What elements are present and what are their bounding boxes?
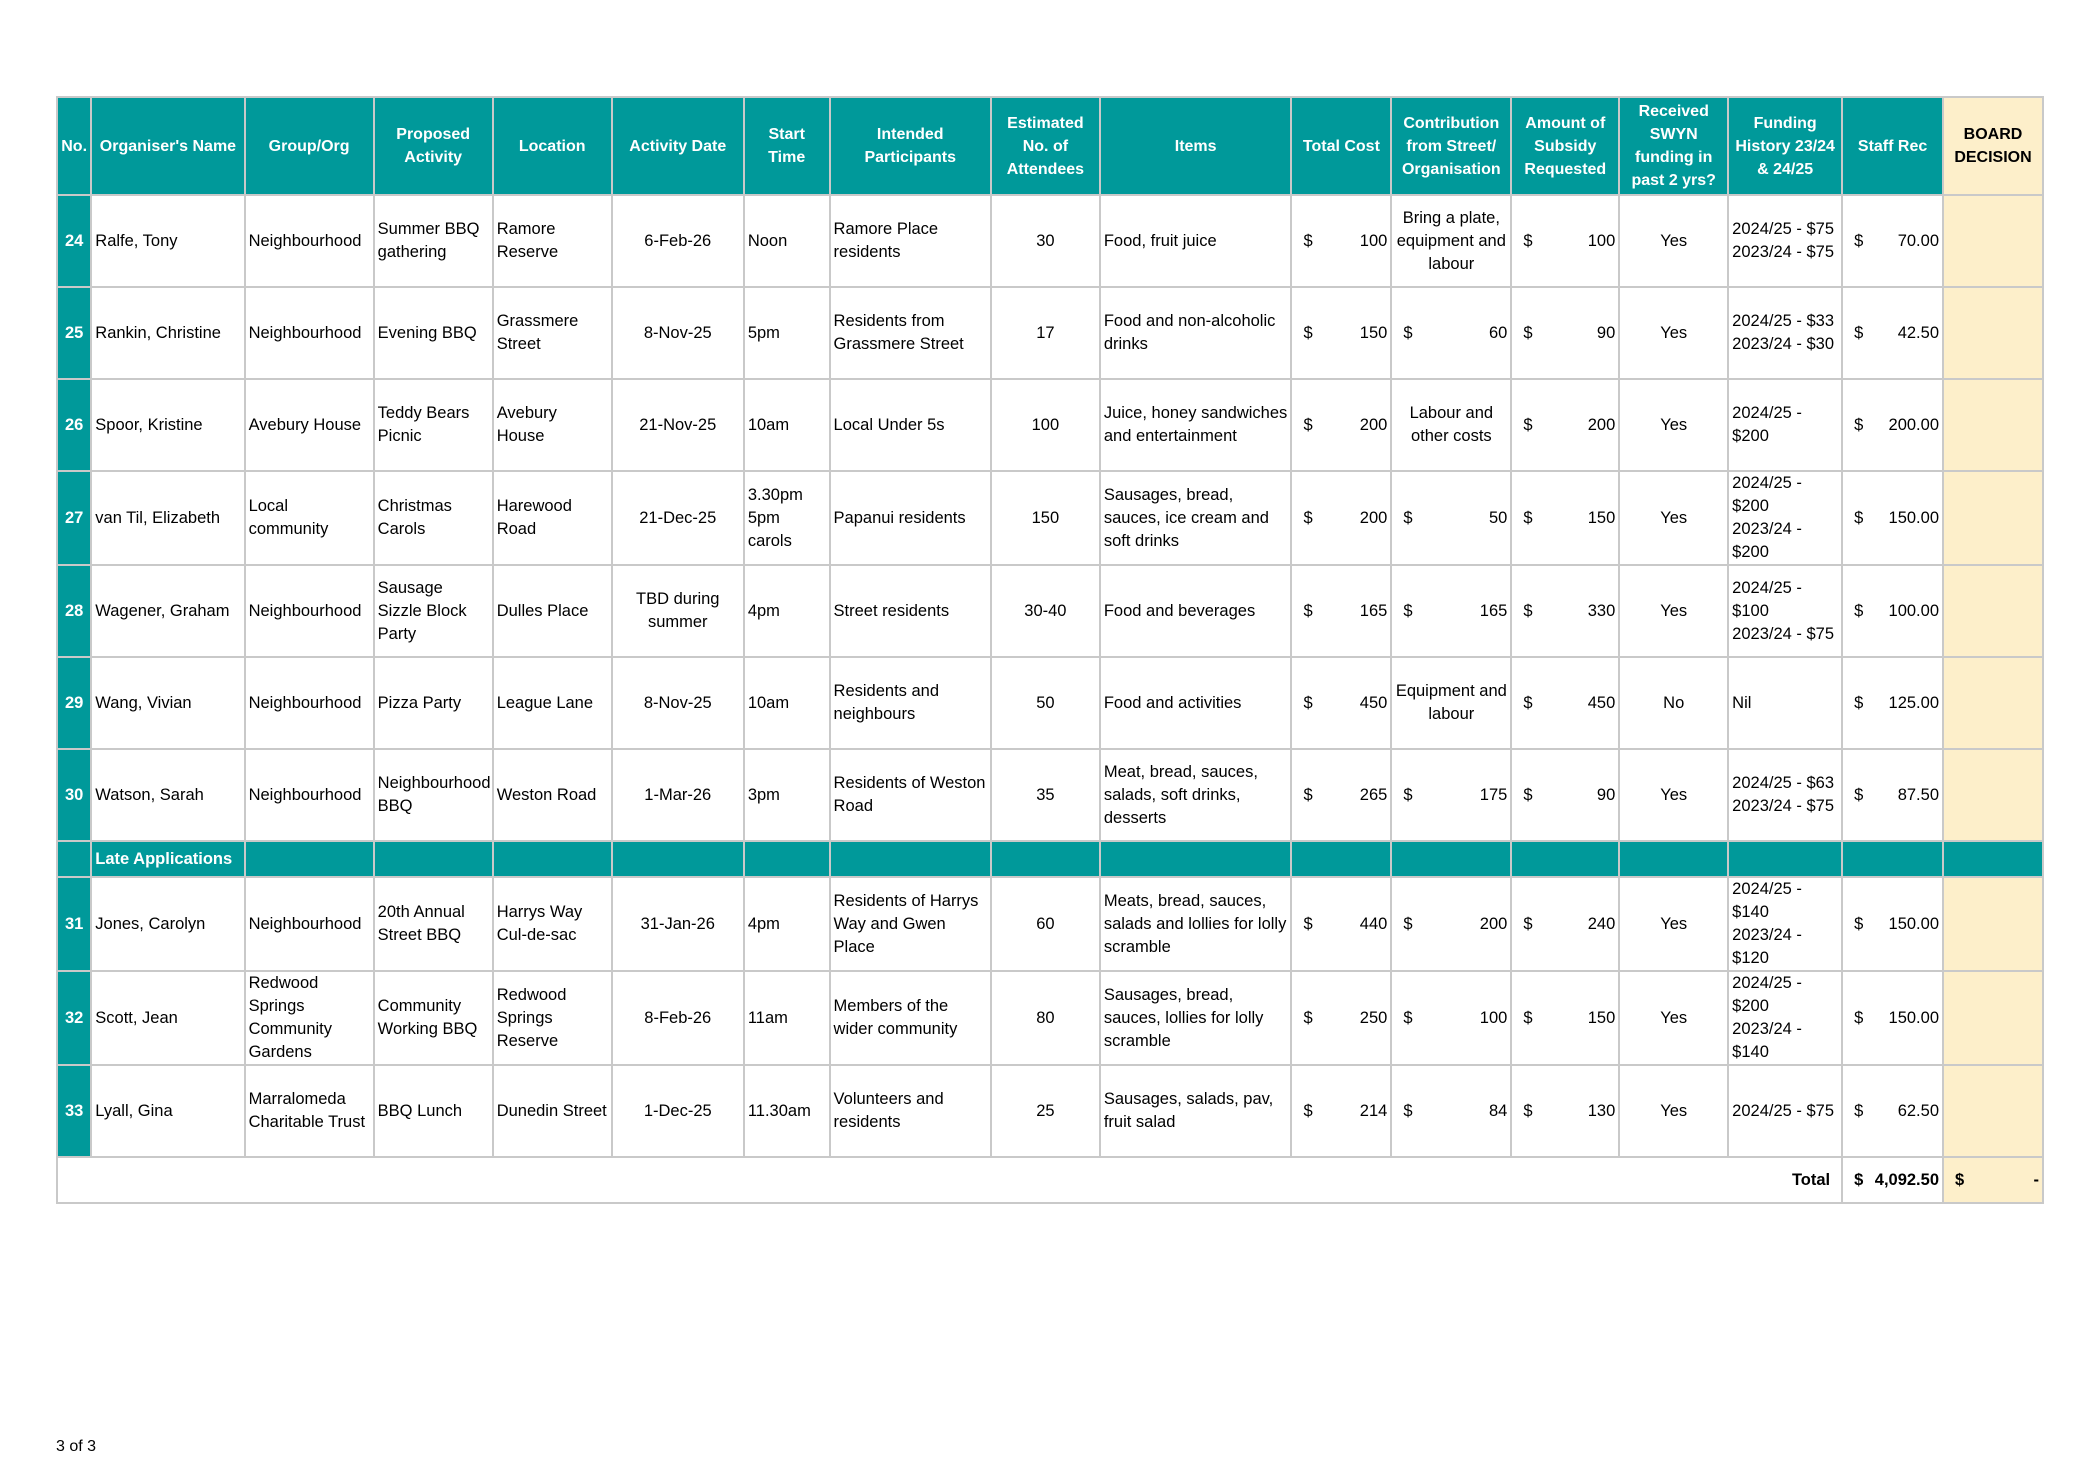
board-decision xyxy=(1943,657,2043,749)
board-decision xyxy=(1943,379,2043,471)
board-decision xyxy=(1943,877,2043,971)
row-number: 27 xyxy=(57,471,91,565)
estimated-attendees: 80 xyxy=(991,971,1100,1065)
staff-rec-value: 125.00 xyxy=(1888,693,1939,712)
organiser-name: Wagener, Graham xyxy=(91,565,244,657)
currency-symbol: $ xyxy=(1854,1101,1864,1120)
items: Food and non-alcoholic drinks xyxy=(1100,287,1292,379)
currency-symbol: $ xyxy=(1523,601,1533,620)
header-staff-rec: Staff Rec xyxy=(1842,97,1943,195)
items: Meats, bread, sauces, salads and lollies for lolly scramble xyxy=(1100,877,1292,971)
subsidy-requested xyxy=(1511,1065,1619,1157)
start-time: 4pm xyxy=(744,877,830,971)
header-participants: Intended Participants xyxy=(830,97,991,195)
staff-rec xyxy=(1842,877,1943,971)
estimated-attendees: 100 xyxy=(991,379,1100,471)
contribution xyxy=(1391,971,1511,1065)
currency-symbol: $ xyxy=(1303,323,1313,342)
currency-symbol: $ xyxy=(1303,693,1313,712)
organiser-name: van Til, Elizabeth xyxy=(91,471,244,565)
staff-rec-value: 100.00 xyxy=(1888,601,1939,620)
staff-rec xyxy=(1842,749,1943,841)
table-row xyxy=(57,195,2043,287)
intended-participants: Street residents xyxy=(830,565,991,657)
intended-participants: Ramore Place residents xyxy=(830,195,991,287)
total-section xyxy=(57,1157,2043,1203)
total-cost-value: 200 xyxy=(1359,508,1388,527)
location: Avebury House xyxy=(493,379,612,471)
total-cost-value: 440 xyxy=(1359,914,1388,933)
board-decision xyxy=(1943,195,2043,287)
table-row xyxy=(57,287,2043,379)
currency-symbol: $ xyxy=(1403,323,1413,342)
total-cost xyxy=(1291,379,1391,471)
activity-date: TBD during summer xyxy=(612,565,744,657)
staff-rec xyxy=(1842,657,1943,749)
start-time: 11.30am xyxy=(744,1065,830,1157)
row-number: 33 xyxy=(57,1065,91,1157)
location: Harrys Way Cul-de-sac xyxy=(493,877,612,971)
subsidy-requested xyxy=(1511,971,1619,1065)
header-location: Location xyxy=(493,97,612,195)
currency-symbol: $ xyxy=(1523,415,1533,434)
header-received: Received SWYN funding in past 2 yrs? xyxy=(1619,97,1728,195)
currency-symbol: $ xyxy=(1303,1101,1313,1120)
funding-applications-table xyxy=(56,96,2044,1204)
items: Sausages, salads, pav, fruit salad xyxy=(1100,1065,1292,1157)
header-no: No. xyxy=(57,97,91,195)
currency-symbol: $ xyxy=(1523,508,1533,527)
currency-symbol: $ xyxy=(1523,1008,1533,1027)
board-decision xyxy=(1943,749,2043,841)
received-funding: Yes xyxy=(1619,877,1728,971)
subsidy-requested-value: 330 xyxy=(1587,601,1616,620)
currency-symbol: $ xyxy=(1955,1170,1965,1189)
location: Harewood Road xyxy=(493,471,612,565)
row-number: 29 xyxy=(57,657,91,749)
items: Sausages, bread, sauces, lollies for lolly scramble xyxy=(1100,971,1292,1065)
group-org: Neighbourhood xyxy=(245,287,374,379)
activity-date: 21-Dec-25 xyxy=(612,471,744,565)
currency-symbol: $ xyxy=(1303,1008,1313,1027)
group-org: Redwood Springs Community Gardens xyxy=(245,971,374,1065)
header-subsidy: Amount of Subsidy Requested xyxy=(1511,97,1619,195)
proposed-activity: Neighbourhood BBQ xyxy=(374,749,493,841)
staff-rec-value: 150.00 xyxy=(1888,1008,1939,1027)
table-row xyxy=(57,471,2043,565)
activity-date: 31-Jan-26 xyxy=(612,877,744,971)
received-funding: Yes xyxy=(1619,195,1728,287)
group-org: Neighbourhood xyxy=(245,195,374,287)
total-staff-rec xyxy=(1842,1157,1943,1203)
subsidy-requested xyxy=(1511,195,1619,287)
intended-participants: Members of the wider community xyxy=(830,971,991,1065)
total-cost xyxy=(1291,657,1391,749)
intended-participants: Residents of Harrys Way and Gwen Place xyxy=(830,877,991,971)
proposed-activity: Community Working BBQ xyxy=(374,971,493,1065)
group-org: Avebury House xyxy=(245,379,374,471)
organiser-name: Watson, Sarah xyxy=(91,749,244,841)
activity-date: 1-Mar-26 xyxy=(612,749,744,841)
currency-symbol: $ xyxy=(1854,1008,1864,1027)
header-items: Items xyxy=(1100,97,1292,195)
header-row xyxy=(57,97,2043,195)
received-funding: Yes xyxy=(1619,565,1728,657)
intended-participants: Papanui residents xyxy=(830,471,991,565)
contribution-value: 84 xyxy=(1488,1101,1508,1120)
subsidy-requested-value: 150 xyxy=(1587,508,1616,527)
staff-rec-value: 62.50 xyxy=(1897,1101,1939,1120)
activity-date: 8-Feb-26 xyxy=(612,971,744,1065)
proposed-activity: Pizza Party xyxy=(374,657,493,749)
late-applications-label: Late Applications xyxy=(91,841,244,877)
header-attendees: Estimated No. of Attendees xyxy=(991,97,1100,195)
total-cost xyxy=(1291,287,1391,379)
table-row xyxy=(57,877,2043,971)
start-time: 11am xyxy=(744,971,830,1065)
estimated-attendees: 60 xyxy=(991,877,1100,971)
start-time: 3pm xyxy=(744,749,830,841)
late-applications-body xyxy=(57,877,2043,1157)
currency-symbol: $ xyxy=(1303,601,1313,620)
subsidy-requested-value: 240 xyxy=(1587,914,1616,933)
subsidy-requested-value: 130 xyxy=(1587,1101,1616,1120)
header-total-cost: Total Cost xyxy=(1291,97,1391,195)
items: Food and activities xyxy=(1100,657,1292,749)
total-staff-rec-value: 4,092.50 xyxy=(1874,1170,1939,1189)
subsidy-requested xyxy=(1511,749,1619,841)
total-cost xyxy=(1291,877,1391,971)
currency-symbol: $ xyxy=(1403,601,1413,620)
contribution xyxy=(1391,877,1511,971)
contribution-value: 50 xyxy=(1488,508,1508,527)
staff-rec-value: 70.00 xyxy=(1897,231,1939,250)
intended-participants: Local Under 5s xyxy=(830,379,991,471)
currency-symbol: $ xyxy=(1523,231,1533,250)
location: Dulles Place xyxy=(493,565,612,657)
staff-rec-value: 42.50 xyxy=(1897,323,1939,342)
location: Redwood Springs Reserve xyxy=(493,971,612,1065)
contribution-value: 165 xyxy=(1479,601,1508,620)
total-label: Total xyxy=(1791,1170,1831,1189)
subsidy-requested-value: 450 xyxy=(1587,693,1616,712)
table-row xyxy=(57,1065,2043,1157)
header-history: Funding History 23/24 & 24/25 xyxy=(1728,97,1842,195)
currency-symbol: $ xyxy=(1854,693,1864,712)
row-number: 25 xyxy=(57,287,91,379)
funding-history: 2024/25 - $75 2023/24 - $75 xyxy=(1728,195,1842,287)
funding-history: 2024/25 - $200 2023/24 - $200 xyxy=(1728,471,1842,565)
contribution-value: 175 xyxy=(1479,785,1508,804)
total-row xyxy=(57,1157,2043,1203)
organiser-name: Rankin, Christine xyxy=(91,287,244,379)
currency-symbol: $ xyxy=(1303,785,1313,804)
intended-participants: Residents of Weston Road xyxy=(830,749,991,841)
row-number: 26 xyxy=(57,379,91,471)
funding-history: 2024/25 - $100 2023/24 - $75 xyxy=(1728,565,1842,657)
contribution: Labour and other costs xyxy=(1391,379,1511,471)
start-time: 4pm xyxy=(744,565,830,657)
organiser-name: Wang, Vivian xyxy=(91,657,244,749)
intended-participants: Volunteers and residents xyxy=(830,1065,991,1157)
estimated-attendees: 30 xyxy=(991,195,1100,287)
subsidy-requested xyxy=(1511,379,1619,471)
staff-rec xyxy=(1842,971,1943,1065)
total-cost xyxy=(1291,749,1391,841)
subsidy-requested xyxy=(1511,287,1619,379)
estimated-attendees: 17 xyxy=(991,287,1100,379)
subsidy-requested xyxy=(1511,471,1619,565)
organiser-name: Jones, Carolyn xyxy=(91,877,244,971)
staff-rec xyxy=(1842,195,1943,287)
staff-rec xyxy=(1842,565,1943,657)
activity-date: 6-Feb-26 xyxy=(612,195,744,287)
received-funding: Yes xyxy=(1619,1065,1728,1157)
total-cost-value: 214 xyxy=(1359,1101,1388,1120)
received-funding: Yes xyxy=(1619,471,1728,565)
proposed-activity: 20th Annual Street BBQ xyxy=(374,877,493,971)
currency-symbol: $ xyxy=(1303,231,1313,250)
currency-symbol: $ xyxy=(1403,914,1413,933)
total-cost xyxy=(1291,195,1391,287)
estimated-attendees: 35 xyxy=(991,749,1100,841)
staff-rec-value: 87.50 xyxy=(1897,785,1939,804)
organiser-name: Spoor, Kristine xyxy=(91,379,244,471)
applications-body xyxy=(57,195,2043,841)
currency-symbol: $ xyxy=(1854,323,1864,342)
table-row xyxy=(57,971,2043,1065)
currency-symbol: $ xyxy=(1854,415,1864,434)
board-decision xyxy=(1943,287,2043,379)
row-number: 31 xyxy=(57,877,91,971)
currency-symbol: $ xyxy=(1523,1101,1533,1120)
staff-rec-value: 150.00 xyxy=(1888,508,1939,527)
intended-participants: Residents from Grassmere Street xyxy=(830,287,991,379)
estimated-attendees: 50 xyxy=(991,657,1100,749)
received-funding: Yes xyxy=(1619,379,1728,471)
staff-rec-value: 150.00 xyxy=(1888,914,1939,933)
table-row xyxy=(57,565,2043,657)
start-time: Noon xyxy=(744,195,830,287)
group-org: Neighbourhood xyxy=(245,565,374,657)
currency-symbol: $ xyxy=(1523,785,1533,804)
subsidy-requested-value: 200 xyxy=(1587,415,1616,434)
page-number: 3 of 3 xyxy=(56,1438,97,1455)
estimated-attendees: 30-40 xyxy=(991,565,1100,657)
subsidy-requested-value: 150 xyxy=(1587,1008,1616,1027)
contribution: Equipment and labour xyxy=(1391,657,1511,749)
activity-date: 1-Dec-25 xyxy=(612,1065,744,1157)
board-decision xyxy=(1943,1065,2043,1157)
currency-symbol: $ xyxy=(1523,914,1533,933)
currency-symbol: $ xyxy=(1303,508,1313,527)
estimated-attendees: 25 xyxy=(991,1065,1100,1157)
total-cost xyxy=(1291,471,1391,565)
start-time: 3.30pm 5pm carols xyxy=(744,471,830,565)
activity-date: 8-Nov-25 xyxy=(612,287,744,379)
activity-date: 8-Nov-25 xyxy=(612,657,744,749)
table-row xyxy=(57,749,2043,841)
items: Meat, bread, sauces, salads, soft drinks, desserts xyxy=(1100,749,1292,841)
currency-symbol: $ xyxy=(1854,785,1864,804)
items: Sausages, bread, sauces, ice cream and soft drinks xyxy=(1100,471,1292,565)
received-funding: Yes xyxy=(1619,749,1728,841)
header-activity: Proposed Activity xyxy=(374,97,493,195)
organiser-name: Lyall, Gina xyxy=(91,1065,244,1157)
contribution xyxy=(1391,471,1511,565)
staff-rec xyxy=(1842,379,1943,471)
total-cost-value: 250 xyxy=(1359,1008,1388,1027)
intended-participants: Residents and neighbours xyxy=(830,657,991,749)
start-time: 10am xyxy=(744,379,830,471)
currency-symbol: $ xyxy=(1403,1008,1413,1027)
location: League Lane xyxy=(493,657,612,749)
currency-symbol: $ xyxy=(1523,693,1533,712)
received-funding: Yes xyxy=(1619,971,1728,1065)
group-org: Neighbourhood xyxy=(245,657,374,749)
location: Weston Road xyxy=(493,749,612,841)
contribution: Bring a plate, equipment and labour xyxy=(1391,195,1511,287)
header-organiser: Organiser's Name xyxy=(91,97,244,195)
funding-history: 2024/25 - $200 xyxy=(1728,379,1842,471)
contribution xyxy=(1391,1065,1511,1157)
contribution-value: 100 xyxy=(1479,1008,1508,1027)
items: Food, fruit juice xyxy=(1100,195,1292,287)
subsidy-requested xyxy=(1511,565,1619,657)
contribution-value: 60 xyxy=(1488,323,1508,342)
staff-rec-value: 200.00 xyxy=(1888,415,1939,434)
organiser-name: Ralfe, Tony xyxy=(91,195,244,287)
subsidy-requested xyxy=(1511,877,1619,971)
currency-symbol: $ xyxy=(1854,1170,1864,1189)
proposed-activity: Christmas Carols xyxy=(374,471,493,565)
staff-rec xyxy=(1842,1065,1943,1157)
start-time: 5pm xyxy=(744,287,830,379)
total-board-decision-value: - xyxy=(2033,1170,2039,1189)
subsidy-requested-value: 100 xyxy=(1587,231,1616,250)
funding-history: 2024/25 - $33 2023/24 - $30 xyxy=(1728,287,1842,379)
contribution xyxy=(1391,749,1511,841)
funding-history: 2024/25 - $200 2023/24 - $140 xyxy=(1728,971,1842,1065)
board-decision xyxy=(1943,565,2043,657)
staff-rec xyxy=(1842,287,1943,379)
group-org: Marralomeda Charitable Trust xyxy=(245,1065,374,1157)
total-cost xyxy=(1291,971,1391,1065)
organiser-name: Scott, Jean xyxy=(91,971,244,1065)
items: Food and beverages xyxy=(1100,565,1292,657)
subsidy-requested xyxy=(1511,657,1619,749)
funding-history: Nil xyxy=(1728,657,1842,749)
proposed-activity: BBQ Lunch xyxy=(374,1065,493,1157)
currency-symbol: $ xyxy=(1303,914,1313,933)
total-cost xyxy=(1291,565,1391,657)
table-row xyxy=(57,379,2043,471)
total-board-decision xyxy=(1943,1157,2043,1203)
header-group: Group/Org xyxy=(245,97,374,195)
group-org: Neighbourhood xyxy=(245,877,374,971)
currency-symbol: $ xyxy=(1854,231,1864,250)
location: Dunedin Street xyxy=(493,1065,612,1157)
currency-symbol: $ xyxy=(1854,601,1864,620)
proposed-activity: Sausage Sizzle Block Party xyxy=(374,565,493,657)
late-section xyxy=(57,841,2043,877)
header-start: Start Time xyxy=(744,97,830,195)
row-number: 32 xyxy=(57,971,91,1065)
activity-date: 21-Nov-25 xyxy=(612,379,744,471)
start-time: 10am xyxy=(744,657,830,749)
received-funding: No xyxy=(1619,657,1728,749)
subsidy-requested-value: 90 xyxy=(1596,323,1616,342)
contribution-value: 200 xyxy=(1479,914,1508,933)
board-decision xyxy=(1943,971,2043,1065)
row-number: 24 xyxy=(57,195,91,287)
total-cost-value: 165 xyxy=(1359,601,1388,620)
currency-symbol: $ xyxy=(1403,1101,1413,1120)
header-board-decision: BOARD DECISION xyxy=(1943,97,2043,195)
currency-symbol: $ xyxy=(1523,323,1533,342)
section-spacer xyxy=(57,841,91,877)
header-date: Activity Date xyxy=(612,97,744,195)
subsidy-requested-value: 90 xyxy=(1596,785,1616,804)
total-cost-value: 265 xyxy=(1359,785,1388,804)
total-cost xyxy=(1291,1065,1391,1157)
proposed-activity: Summer BBQ gathering xyxy=(374,195,493,287)
funding-history: 2024/25 - $140 2023/24 - $120 xyxy=(1728,877,1842,971)
location: Ramore Reserve xyxy=(493,195,612,287)
items: Juice, honey sandwiches and entertainment xyxy=(1100,379,1292,471)
funding-history: 2024/25 - $63 2023/24 - $75 xyxy=(1728,749,1842,841)
location: Grassmere Street xyxy=(493,287,612,379)
late-applications-section-row xyxy=(57,841,2043,877)
proposed-activity: Evening BBQ xyxy=(374,287,493,379)
currency-symbol: $ xyxy=(1854,508,1864,527)
total-cost-value: 100 xyxy=(1359,231,1388,250)
total-cost-value: 150 xyxy=(1359,323,1388,342)
currency-symbol: $ xyxy=(1403,508,1413,527)
staff-rec xyxy=(1842,471,1943,565)
funding-history: 2024/25 - $75 xyxy=(1728,1065,1842,1157)
total-cost-value: 200 xyxy=(1359,415,1388,434)
table-row xyxy=(57,657,2043,749)
currency-symbol: $ xyxy=(1854,914,1864,933)
contribution xyxy=(1391,565,1511,657)
group-org: Local community xyxy=(245,471,374,565)
board-decision xyxy=(1943,471,2043,565)
header-contribution: Contribution from Street/ Organisation xyxy=(1391,97,1511,195)
received-funding: Yes xyxy=(1619,287,1728,379)
row-number: 28 xyxy=(57,565,91,657)
currency-symbol: $ xyxy=(1303,415,1313,434)
proposed-activity: Teddy Bears Picnic xyxy=(374,379,493,471)
row-number: 30 xyxy=(57,749,91,841)
group-org: Neighbourhood xyxy=(245,749,374,841)
estimated-attendees: 150 xyxy=(991,471,1100,565)
contribution xyxy=(1391,287,1511,379)
currency-symbol: $ xyxy=(1403,785,1413,804)
total-cost-value: 450 xyxy=(1359,693,1388,712)
